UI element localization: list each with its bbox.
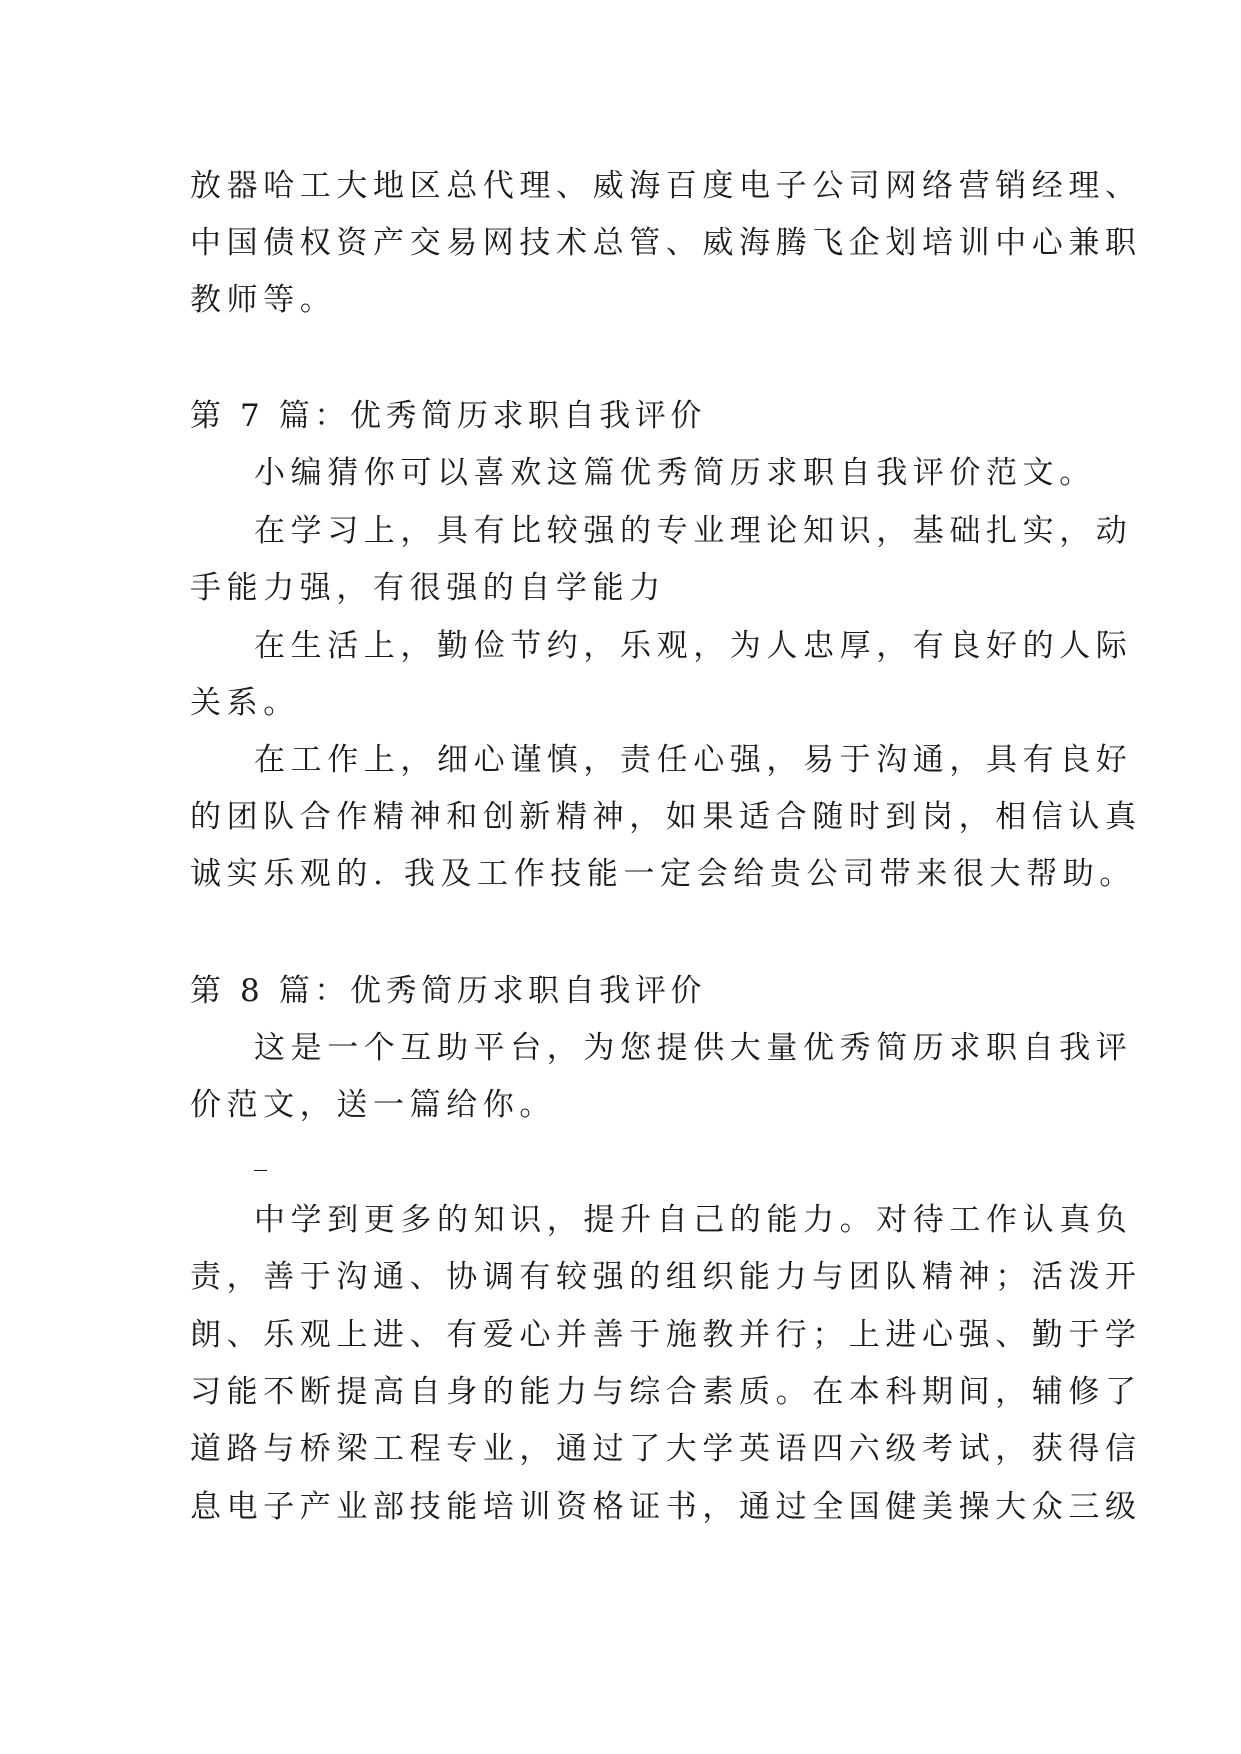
paragraph-line: 道路与桥梁工程专业，通过了大学英语四六级考试，获得信 — [190, 1431, 1142, 1467]
paragraph-line: 中学到更多的知识，提升自己的能力。对待工作认真负 — [254, 1202, 1133, 1238]
paragraph-line: 的团队合作精神和创新精神，如果适合随时到岗，相信认真 — [190, 799, 1142, 835]
paragraph-line: 责，善于沟通、协调有较强的组织能力与团队精神；活泼开 — [190, 1259, 1142, 1295]
section-heading-8: 第 8 篇：优秀简历求职自我评价 — [190, 973, 707, 1009]
paragraph-line: 诚实乐观的. 我及工作技能一定会给贵公司带来很大帮助。 — [190, 856, 1136, 892]
section-heading-7: 第 7 篇：优秀简历求职自我评价 — [190, 398, 707, 434]
paragraph-line: 习能不断提高自身的能力与综合素质。在本科期间，辅修了 — [190, 1374, 1142, 1410]
paragraph-line: 手能力强，有很强的自学能力 — [190, 570, 666, 606]
paragraph-line: 教师等。 — [190, 282, 337, 318]
paragraph-line: 在生活上，勤俭节约，乐观，为人忠厚，有良好的人际 — [254, 628, 1133, 664]
paragraph-line: 在工作上，细心谨慎，责任心强，易于沟通，具有良好 — [254, 742, 1133, 778]
paragraph-line: 息电子产业部技能培训资格证书，通过全国健美操大众三级 — [190, 1489, 1142, 1525]
paragraph-line: 这是一个互助平台，为您提供大量优秀简历求职自我评 — [254, 1030, 1133, 1066]
paragraph-line: 放器哈工大地区总代理、威海百度电子公司网络营销经理、 — [190, 168, 1142, 204]
paragraph-line: 关系。 — [190, 685, 300, 721]
paragraph-line: 在学习上，具有比较强的专业理论知识，基础扎实，动 — [254, 513, 1133, 549]
separator-dash: _ — [254, 1142, 273, 1172]
paragraph-line: 价范文，送一篇给你。 — [190, 1087, 556, 1123]
paragraph-line: 小编猜你可以喜欢这篇优秀简历求职自我评价范文。 — [254, 455, 1096, 491]
paragraph-line: 朗、乐观上进、有爱心并善于施教并行；上进心强、勤于学 — [190, 1317, 1142, 1353]
paragraph-line: 中国债权资产交易网技术总管、威海腾飞企划培训中心兼职 — [190, 225, 1142, 261]
